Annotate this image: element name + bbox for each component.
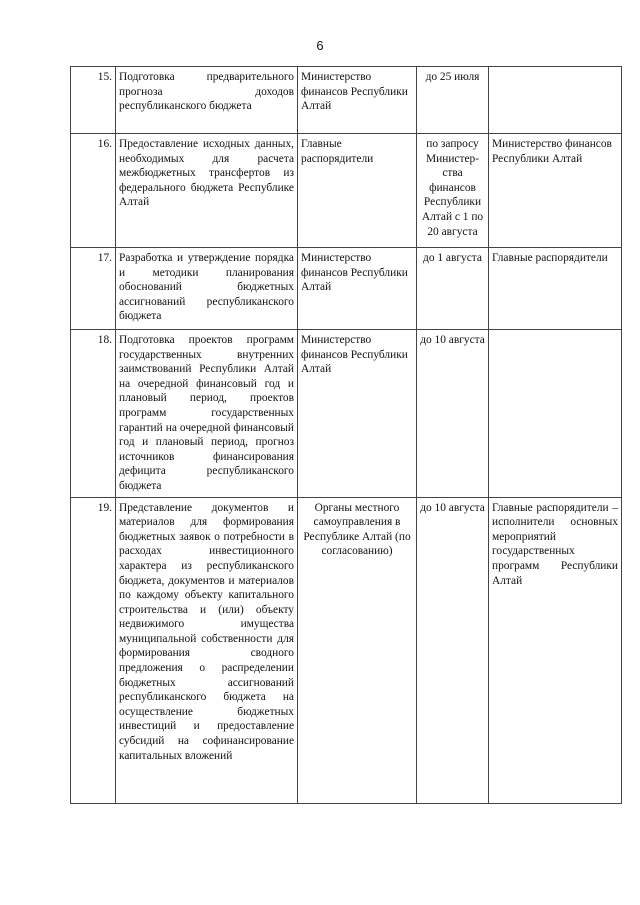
row-number: 15.	[71, 67, 116, 134]
row-number: 17.	[71, 248, 116, 330]
task-cell: Подготовка проектов программ государственных внутренних заимствований Республики Алтай на очередной финансовый год и плановый период, проектов программ государственных гарантий на очередной финансовый год и плановый период, прогноз источников финансирования дефицита республиканского бюджета	[116, 330, 298, 498]
responsible-cell: Министерство финансов Республики Алтай	[298, 330, 417, 498]
responsible-cell: Министерство финансов Республики Алтай	[298, 248, 417, 330]
table-row	[71, 497, 622, 803]
table-row	[71, 248, 622, 330]
deadline-cell: до 10 августа	[417, 497, 489, 803]
table-row	[71, 67, 622, 134]
row-number: 18.	[71, 330, 116, 498]
deadline-cell: до 25 июля	[417, 67, 489, 134]
table-row	[71, 330, 622, 498]
page-number: 6	[316, 38, 324, 53]
task-cell: Разработка и утверждение порядка и методики планирования обоснований бюджетных ассигнований республиканского бюджета	[116, 248, 298, 330]
task-cell: Представление документов и материалов для формирования бюджетных заявок о потребности в расходах инвестиционного характера из республиканского бюджета, документов и материалов по каждому объекту капитального строительства и (или) объекту недвижимого имущества муниципальной собственности для формирования сводного предложения о распределении бюджетных ассигнований республиканского бюджета на осуществление бюджетных инвестиций и предоставление субсидий на софинансирование капитальных вложений	[116, 497, 298, 803]
schedule-table	[70, 66, 622, 804]
responsible-cell: Органы местного самоуправления в Республике Алтай (по согласованию)	[298, 497, 417, 803]
deadline-cell: до 1 августа	[417, 248, 489, 330]
participants-cell: Министерство финансов Республики Алтай	[489, 134, 622, 248]
responsible-cell: Главные распорядители	[298, 134, 417, 248]
participants-cell	[489, 67, 622, 134]
deadline-cell: до 10 августа	[417, 330, 489, 498]
row-number: 19.	[71, 497, 116, 803]
task-cell: Подготовка предварительного прогноза доходов республиканского бюджета	[116, 67, 298, 134]
table-row	[71, 134, 622, 248]
participants-cell: Главные распорядители	[489, 248, 622, 330]
deadline-cell: по запросу Министер-ства финансов Республики Алтай с 1 по 20 августа	[417, 134, 489, 248]
responsible-cell: Министерство финансов Республики Алтай	[298, 67, 417, 134]
row-number: 16.	[71, 134, 116, 248]
participants-cell	[489, 330, 622, 498]
participants-cell: Главные распорядители – исполнители основных мероприятий государственных программ Республики Алтай	[489, 497, 622, 803]
task-cell: Предоставление исходных данных, необходимых для расчета межбюджетных трансфертов из федерального бюджета Республике Алтай	[116, 134, 298, 248]
